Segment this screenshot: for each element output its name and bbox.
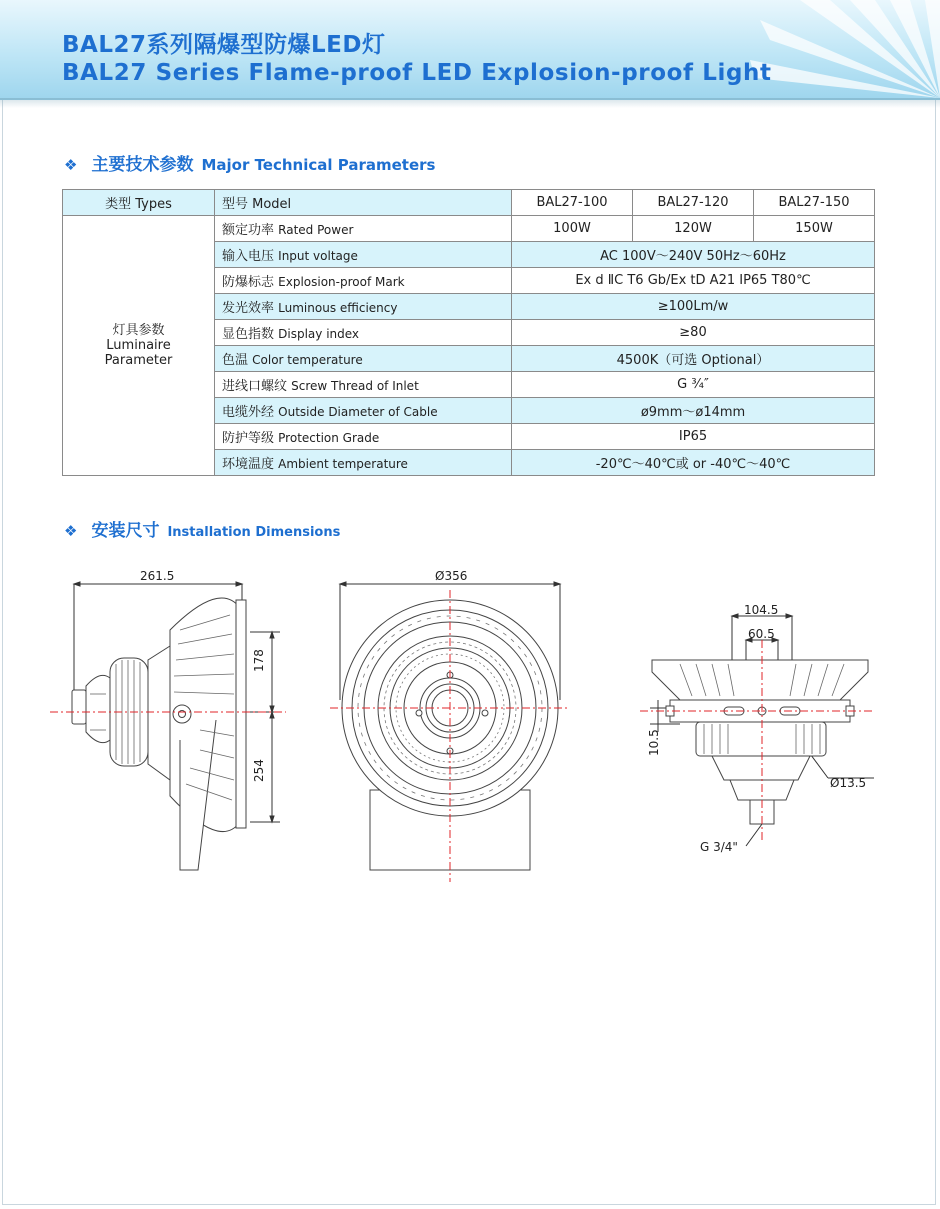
param-en: Outside Diameter of Cable: [278, 405, 438, 419]
param-label: [215, 294, 512, 320]
param-value: G ¾″: [512, 372, 875, 398]
param-label: [215, 242, 512, 268]
group-label-cn: 灯具参数: [112, 323, 165, 338]
page-title-en: BAL27 Series Flame-proof LED Explosion-proof Light: [62, 60, 772, 86]
param-value: 120W: [633, 216, 754, 242]
param-cn: 输入电压: [222, 249, 275, 264]
section-title-en: Installation Dimensions: [167, 525, 341, 540]
bullet-icon: ❖: [64, 522, 78, 540]
param-value: ø9mm～ø14mm: [512, 398, 875, 424]
param-label: [215, 320, 512, 346]
front-view-drawing: [330, 560, 570, 885]
section-title-install: [64, 516, 340, 541]
param-en: Luminous efficiency: [278, 301, 398, 315]
param-value: IP65: [512, 424, 875, 450]
param-cn: 显色指数: [222, 327, 275, 342]
model-cell: BAL27-120: [633, 190, 754, 216]
param-cn: 额定功率: [222, 223, 275, 238]
bottom-view-drawing: [630, 600, 880, 860]
luminaire-parameter-label: [63, 216, 215, 476]
param-en: Protection Grade: [278, 431, 380, 445]
dim-side-upper: 178: [252, 649, 266, 672]
param-cn: 防护等级: [222, 431, 275, 446]
section-title-cn: 主要技术参数: [91, 155, 194, 175]
group-label-en-1: Luminaire: [106, 338, 171, 353]
dim-bottom-inner: 60.5: [748, 627, 775, 641]
param-label: [215, 346, 512, 372]
param-en: Explosion-proof Mark: [278, 275, 405, 289]
param-en: Rated Power: [278, 223, 354, 237]
param-cn: 环境温度: [222, 457, 275, 472]
param-value: AC 100V～240V 50Hz～60Hz: [512, 242, 875, 268]
param-cn: 色温: [222, 353, 249, 368]
dim-bottom-thread: G 3/4": [700, 840, 738, 854]
param-value: Ex d ⅡC T6 Gb/Ex tD A21 IP65 T80℃: [512, 268, 875, 294]
param-en: Ambient temperature: [278, 457, 408, 471]
bullet-icon: ❖: [64, 156, 78, 174]
param-label: [215, 216, 512, 242]
param-cn: 电缆外经: [222, 405, 275, 420]
model-cell: BAL27-150: [754, 190, 875, 216]
model-cell: BAL27-100: [512, 190, 633, 216]
param-label: [215, 424, 512, 450]
dim-bottom-outer: 104.5: [744, 603, 779, 617]
param-label: [215, 268, 512, 294]
param-en: Screw Thread of Inlet: [291, 379, 419, 393]
table-row: [63, 216, 875, 242]
param-value: -20℃～40℃或 or -40℃～40℃: [512, 450, 875, 476]
table-row: [63, 190, 875, 216]
param-cn: 防爆标志: [222, 275, 275, 290]
param-en: Input voltage: [278, 249, 358, 263]
page-header: [0, 0, 940, 100]
model-label: 型号 Model: [215, 190, 512, 216]
group-label-en-2: Parameter: [104, 353, 173, 368]
param-value: 4500K（可选 Optional）: [512, 346, 875, 372]
param-value: ≥100Lm/w: [512, 294, 875, 320]
param-label: [215, 398, 512, 424]
param-value: 100W: [512, 216, 633, 242]
dim-bottom-height: 10.5: [647, 729, 661, 756]
param-en: Display index: [278, 327, 360, 341]
dim-side-lower: 254: [252, 759, 266, 782]
param-en: Color temperature: [252, 353, 363, 367]
dim-bottom-hole: Ø13.5: [830, 776, 867, 790]
section-title-cn: 安装尺寸: [91, 521, 160, 541]
param-label: [215, 450, 512, 476]
dim-side-width: 261.5: [140, 569, 175, 583]
param-value: ≥80: [512, 320, 875, 346]
param-cn: 进线口螺纹: [222, 379, 288, 394]
header-shadow: [0, 98, 940, 108]
section-title-params: [64, 150, 435, 175]
side-view-drawing: [40, 560, 290, 890]
param-label: [215, 372, 512, 398]
param-cn: 发光效率: [222, 301, 275, 316]
types-label: 类型 Types: [63, 190, 215, 216]
page-title-cn: BAL27系列隔爆型防爆LED灯: [62, 32, 386, 58]
dim-front-diameter: Ø356: [435, 569, 468, 583]
section-title-en: Major Technical Parameters: [201, 156, 436, 174]
param-value: 150W: [754, 216, 875, 242]
spec-table: [62, 189, 875, 476]
